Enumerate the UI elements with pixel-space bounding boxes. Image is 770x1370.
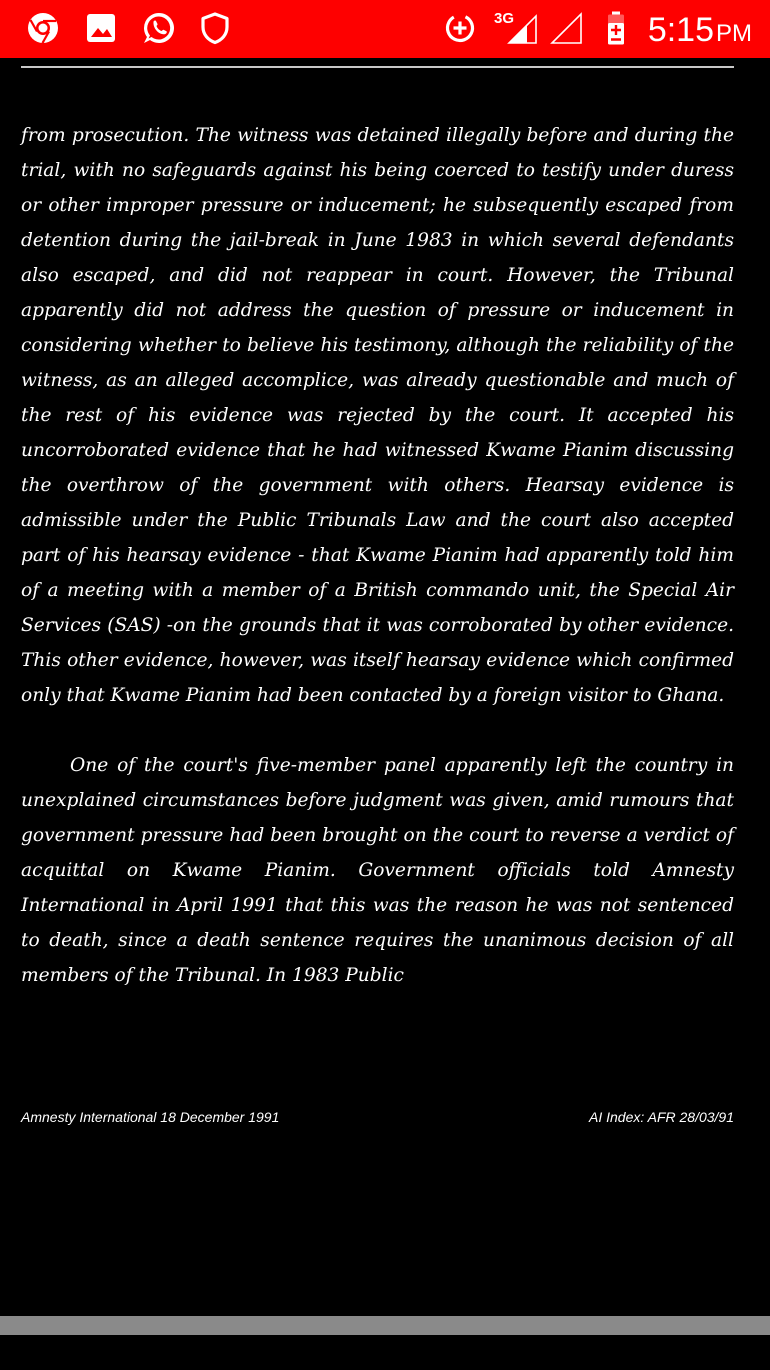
signal-3g-icon	[503, 10, 539, 46]
bottom-scroll-bar[interactable]	[0, 1316, 770, 1335]
shield-icon	[197, 10, 233, 46]
document-paragraph-2: One of the court's five-member panel apparently left the country in unexplained circumstances before judgment was given, amid rumours that government pressure had been brought on the court to reverse a verdict of acquittal on Kwame Pianim. Government officials told Amnesty International in April 1991 that this was the reason he was not sentenced to death, since a death sentence requires the unanimous decision of all members of the Tribunal. In 1983 Public	[21, 755, 734, 986]
status-bar	[0, 0, 770, 58]
gallery-icon	[83, 10, 119, 46]
data-saver-icon	[442, 10, 478, 46]
signal-empty-icon	[548, 10, 584, 46]
document-body	[21, 118, 734, 993]
battery-charging-icon	[598, 10, 634, 46]
clock-time: 5:15	[647, 11, 714, 49]
status-clock	[648, 8, 752, 52]
document-paragraph-1: from prosecution. The witness was detained illegally before and during the trial, with no safeguards against his being coerced to testify under duress or other improper pressure or inducement; he subsequently escaped from detention during the jail-break in June 1983 in which several defendants also escaped, and did not reappear in court. However, the Tribunal apparently did not address the question of pressure or inducement in considering whether to believe his testimony, although the reliability of the witness, as an alleged accomplice, was already questionable and much of the rest of his evidence was rejected by the court. It accepted his uncorroborated evidence that he had witnessed Kwame Pianim discussing the overthrow of the government with others. Hearsay evidence is admissible under the Public Tribunals Law and the court also accepted part of his hearsay evidence - that Kwame Pianim had apparently told him of a meeting with a member of a British commando unit, the Special Air Services (SAS) -on the grounds that it was corroborated by other evidence. This other evidence, however, was itself hearsay evidence which confirmed only that Kwame Pianim had been contacted by a foreign visitor to Ghana.	[21, 125, 734, 706]
chrome-icon	[25, 10, 61, 46]
network-type-label: 3G	[494, 10, 515, 27]
footer-index: AI Index: AFR 28/03/91	[588, 1109, 734, 1125]
whatsapp-icon	[141, 10, 177, 46]
clock-ampm: PM	[716, 20, 752, 47]
page-top-rule	[21, 66, 734, 68]
document-footer	[21, 1109, 734, 1129]
footer-source: Amnesty International 18 December 1991	[21, 1109, 280, 1125]
